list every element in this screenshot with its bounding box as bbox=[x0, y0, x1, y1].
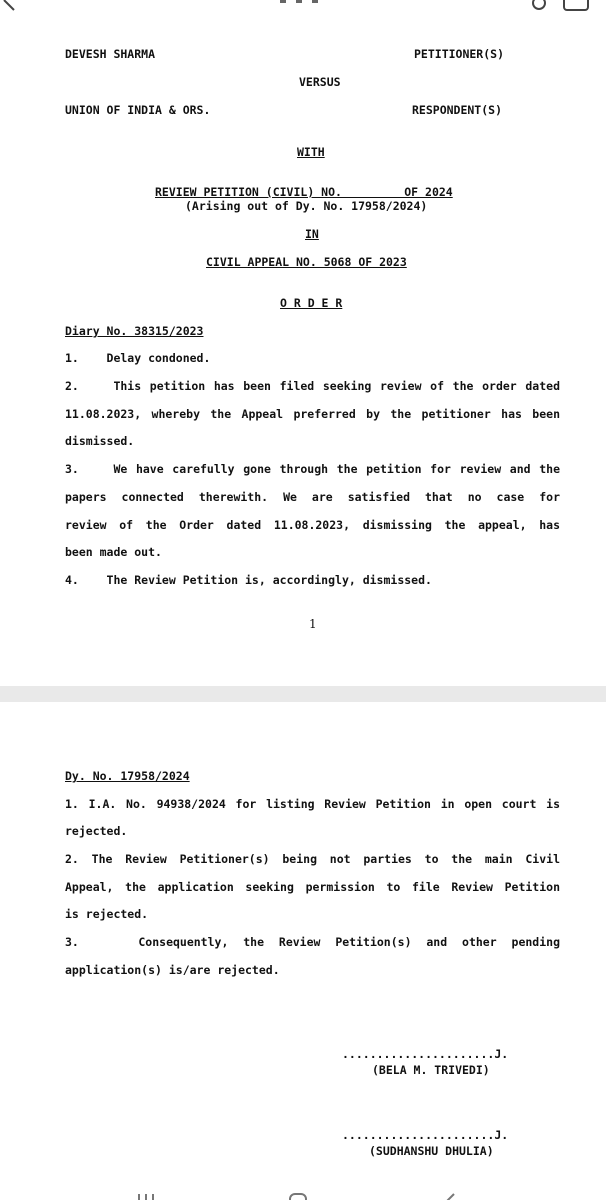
dy-para-2-line-2: Appeal, the application seeking permission to file Review Petition bbox=[65, 880, 560, 894]
menu-icon[interactable] bbox=[562, 0, 592, 14]
para-2-line-1: 2. This petition has been filed seeking review of the order dated bbox=[65, 379, 560, 393]
para-4: 4. The Review Petition is, accordingly, dismissed. bbox=[65, 573, 432, 587]
page-number: 1 bbox=[309, 617, 317, 631]
signature-line-2: ......................J. bbox=[342, 1128, 509, 1142]
para-1: 1. Delay condoned. bbox=[65, 351, 211, 365]
nav-back-icon[interactable] bbox=[440, 1192, 460, 1200]
para-3-line-4: been made out. bbox=[65, 545, 162, 559]
judge-name-2: (SUDHANSHU DHULIA) bbox=[369, 1144, 494, 1158]
para-2-line-2: 11.08.2023, whereby the Appeal preferred by the petitioner has been bbox=[65, 407, 560, 421]
toolbar-center-icon bbox=[278, 0, 328, 6]
dy-para-2-line-1: 2. The Review Petitioner(s) being not parties to the main Civil bbox=[65, 852, 560, 866]
signature-line-1: ......................J. bbox=[342, 1047, 509, 1061]
dy-para-1-line-1: 1. I.A. No. 94938/2024 for listing Review Petition in open court is bbox=[65, 797, 560, 811]
para-3-line-2: papers connected therewith. We are satisfied that no case for bbox=[65, 490, 560, 504]
dy-para-1-line-2: rejected. bbox=[65, 824, 128, 838]
dy-para-3-line-1: 3. Consequently, the Review Petition(s) and other pending bbox=[65, 935, 560, 949]
order-title: O R D E R bbox=[280, 296, 343, 310]
para-3-line-3: review of the Order dated 11.08.2023, dismissing the appeal, has bbox=[65, 518, 560, 532]
dy-label: Dy. No. 17958/2024 bbox=[65, 769, 190, 783]
judge-name-1: (BELA M. TRIVEDI) bbox=[372, 1063, 490, 1077]
para-2-line-3: dismissed. bbox=[65, 434, 135, 448]
petitioner-role: PETITIONER(S) bbox=[414, 47, 505, 61]
review-petition-line: REVIEW PETITION (CIVIL) NO. OF 2024 bbox=[155, 185, 453, 199]
diary-label: Diary No. 38315/2023 bbox=[65, 324, 204, 338]
respondent-name: UNION OF INDIA & ORS. bbox=[65, 103, 211, 117]
dy-para-2-line-3: is rejected. bbox=[65, 907, 149, 921]
dy-para-3-line-2: application(s) is/are rejected. bbox=[65, 963, 280, 977]
back-icon[interactable] bbox=[0, 0, 30, 12]
search-icon[interactable] bbox=[528, 0, 550, 14]
arising-line: (Arising out of Dy. No. 17958/2024) bbox=[185, 199, 428, 213]
page-separator bbox=[0, 686, 606, 702]
with-label: WITH bbox=[297, 145, 325, 159]
petitioner-name: DEVESH SHARMA bbox=[65, 47, 156, 61]
para-3-line-1: 3. We have carefully gone through the petition for review and the bbox=[65, 462, 560, 476]
recent-apps-icon[interactable] bbox=[136, 1192, 162, 1200]
civil-appeal-line: CIVIL APPEAL NO. 5068 OF 2023 bbox=[206, 255, 407, 269]
home-icon[interactable] bbox=[288, 1192, 310, 1200]
versus-label: VERSUS bbox=[299, 75, 341, 89]
respondent-role: RESPONDENT(S) bbox=[412, 103, 503, 117]
in-label: IN bbox=[305, 227, 319, 241]
